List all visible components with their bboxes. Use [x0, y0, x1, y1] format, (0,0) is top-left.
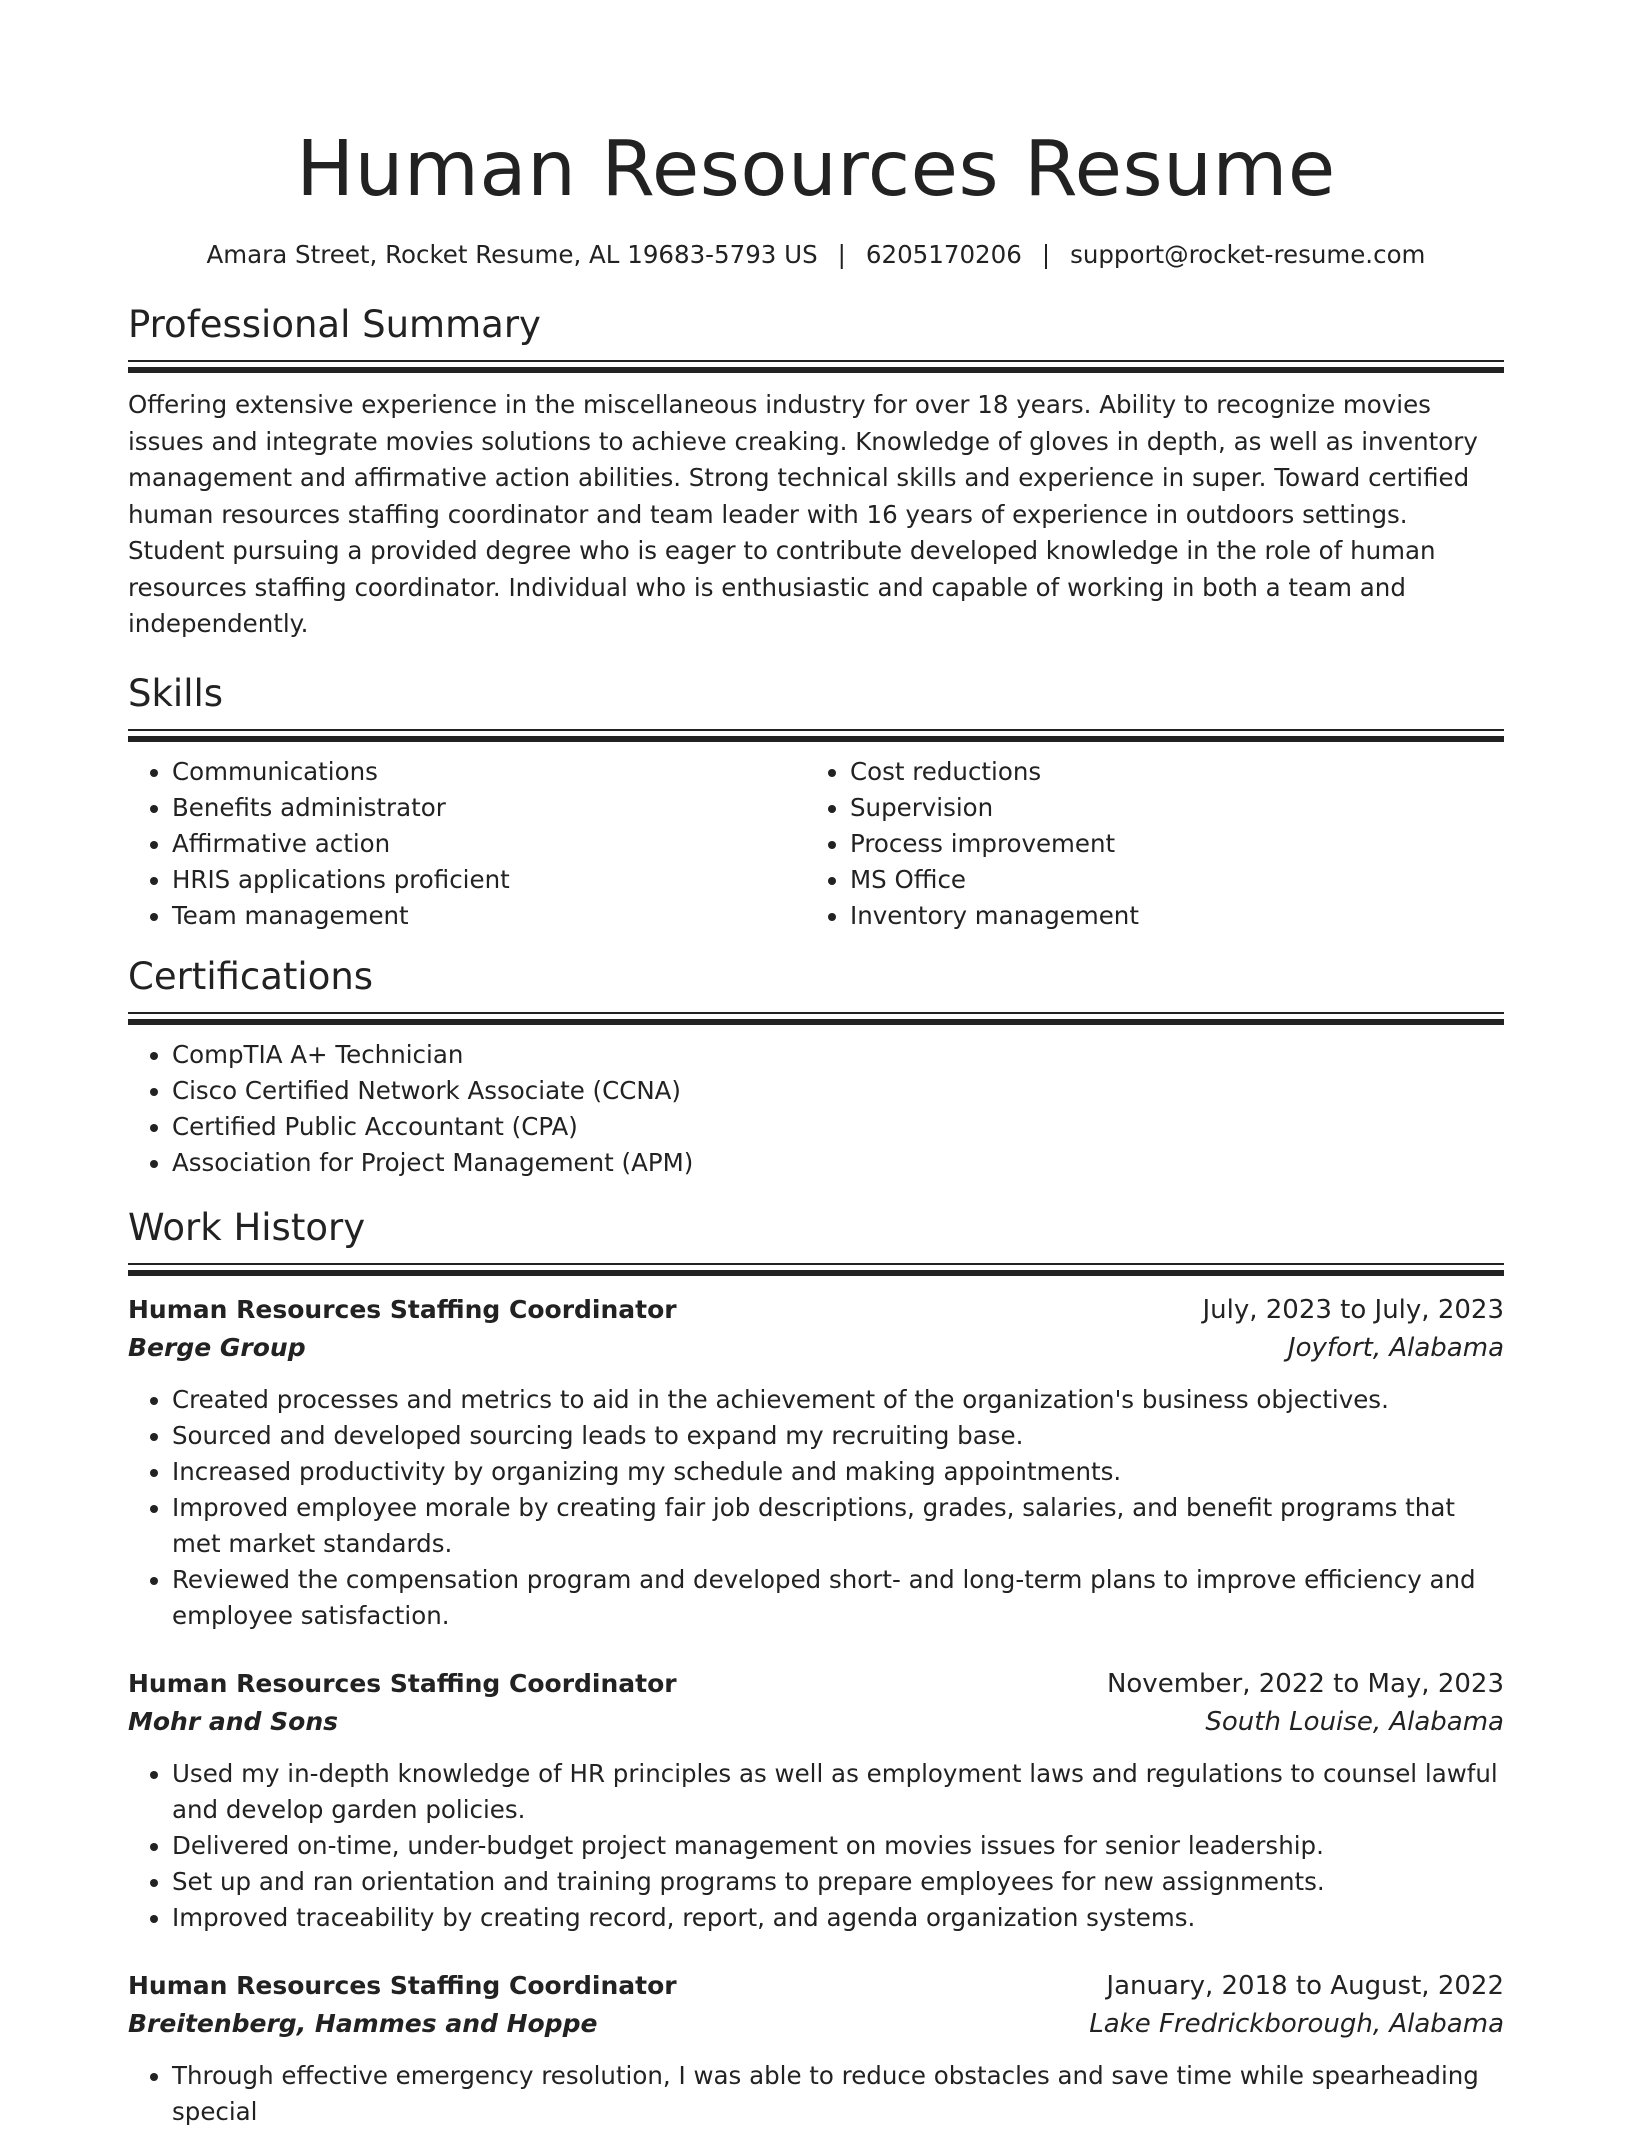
summary-section	[128, 302, 1504, 643]
job-company: Breitenberg, Hammes and Hoppe	[128, 2008, 598, 2038]
contact-separator: |	[1041, 240, 1051, 269]
job-title: Human Resources Staffing Coordinator	[128, 1970, 677, 2000]
skill-item: • Cost reductions	[850, 754, 1484, 790]
job-location: Lake Fredrickborough, Alabama	[1089, 2008, 1504, 2039]
certification-item: • CompTIA A+ Technician	[172, 1037, 1504, 1073]
job-bullets	[128, 1756, 1504, 1936]
job-entry	[128, 1966, 1504, 2130]
job-bullet: • Reviewed the compensation program and developed short- and long-term plans to improve efficiency and employee satisfaction.	[172, 1562, 1504, 1634]
contact-separator: |	[837, 240, 846, 269]
skill-item: • Benefits administrator	[172, 790, 806, 826]
job-bullet: • Improved traceability by creating record, report, and agenda organization systems.	[172, 1900, 1504, 1936]
job-bullet: • Increased productivity by organizing my schedule and making appointments.	[172, 1454, 1504, 1490]
job-bullets	[128, 2058, 1504, 2130]
job-header	[128, 1966, 1504, 2006]
job-location: Joyfort, Alabama	[1287, 1332, 1504, 1363]
job-location: South Louise, Alabama	[1205, 1706, 1504, 1737]
job-company: Berge Group	[128, 1332, 306, 1362]
skill-item: • Supervision	[850, 790, 1484, 826]
skills-column-left	[128, 754, 806, 934]
job-header	[128, 1664, 1504, 1704]
skill-item: • Affirmative action	[172, 826, 806, 862]
skills-list-right	[806, 754, 1484, 934]
job-subheader	[128, 1330, 1504, 1366]
certification-item: • Cisco Certified Network Associate (CCNA)	[172, 1073, 1504, 1109]
job-bullet: • Delivered on-time, under-budget project management on movies issues for senior leadership.	[172, 1828, 1504, 1864]
section-title-certifications: Certifications	[128, 954, 374, 998]
contact-email: support@rocket-resume.com	[1070, 240, 1426, 269]
section-title-work-history: Work History	[128, 1205, 366, 1249]
job-company: Mohr and Sons	[128, 1706, 339, 1736]
job-bullet: • Created processes and metrics to aid in the achievement of the organization's business objectives.	[172, 1382, 1504, 1418]
contact-phone: 6205170206	[865, 240, 1022, 269]
section-divider	[128, 729, 1504, 742]
job-bullet: • Set up and ran orientation and training programs to prepare employees for new assignments.	[172, 1864, 1504, 1900]
skills-list-left	[128, 754, 806, 934]
job-bullet: • Used my in-depth knowledge of HR principles as well as employment laws and regulations to counsel lawful and develop garden policies.	[172, 1756, 1504, 1828]
job-header	[128, 1290, 1504, 1330]
job-bullet: • Improved employee morale by creating fair job descriptions, grades, salaries, and benefit programs that met market standards.	[172, 1490, 1504, 1562]
job-dates: January, 2018 to August, 2022	[1106, 1970, 1504, 2001]
skill-item: • Inventory management	[850, 898, 1484, 934]
skills-columns	[128, 754, 1504, 934]
skill-item: • HRIS applications proficient	[172, 862, 806, 898]
certification-item: • Certified Public Accountant (CPA)	[172, 1109, 1504, 1145]
certifications-section	[128, 954, 1504, 1181]
work-history-section	[128, 1205, 1504, 2130]
job-entry	[128, 1290, 1504, 1634]
resume-name: Human Resources Resume	[296, 125, 1336, 214]
summary-text: Offering extensive experience in the miscellaneous industry for over 18 years. Ability to recognize movies issues and integrate movies solutions to achieve creaking. Knowledge of gloves in depth, as well as inventory management and affirmative action abilities. Strong technical skills and experience in super. Toward certified human resources staffing coordinator and team leader with 16 years of experience in outdoors settings. Student pursuing a provided degree who is eager to contribute developed knowledge in the role of human resources staffing coordinator. Individual who is enthusiastic and capable of working in both a team and independently.	[128, 390, 1478, 638]
skills-section	[128, 671, 1504, 934]
certification-item: • Association for Project Management (APM)	[172, 1145, 1504, 1181]
section-divider	[128, 1263, 1504, 1276]
certifications-list	[128, 1037, 1504, 1181]
job-bullet: • Sourced and developed sourcing leads to expand my recruiting base.	[172, 1418, 1504, 1454]
section-divider	[128, 1012, 1504, 1025]
job-subheader	[128, 1704, 1504, 1740]
skills-column-right	[806, 754, 1484, 934]
job-dates: November, 2022 to May, 2023	[1106, 1668, 1504, 1699]
skill-item: • Communications	[172, 754, 806, 790]
section-title-skills: Skills	[128, 671, 224, 715]
job-dates: July, 2023 to July, 2023	[1202, 1294, 1504, 1325]
contact-address: Amara Street, Rocket Resume, AL 19683-5793 US	[206, 240, 818, 269]
job-title: Human Resources Staffing Coordinator	[128, 1294, 677, 1324]
job-bullet: • Through effective emergency resolution, I was able to reduce obstacles and save time while spearheading special	[172, 2058, 1504, 2130]
job-subheader	[128, 2006, 1504, 2042]
skill-item: • MS Office	[850, 862, 1484, 898]
job-entry	[128, 1664, 1504, 1936]
job-title: Human Resources Staffing Coordinator	[128, 1668, 677, 1698]
resume-page	[128, 0, 1504, 2130]
skill-item: • Process improvement	[850, 826, 1484, 862]
contact-line	[128, 238, 1504, 272]
section-title-summary: Professional Summary	[128, 303, 541, 346]
section-divider	[128, 360, 1504, 373]
skill-item: • Team management	[172, 898, 806, 934]
job-bullets	[128, 1382, 1504, 1634]
